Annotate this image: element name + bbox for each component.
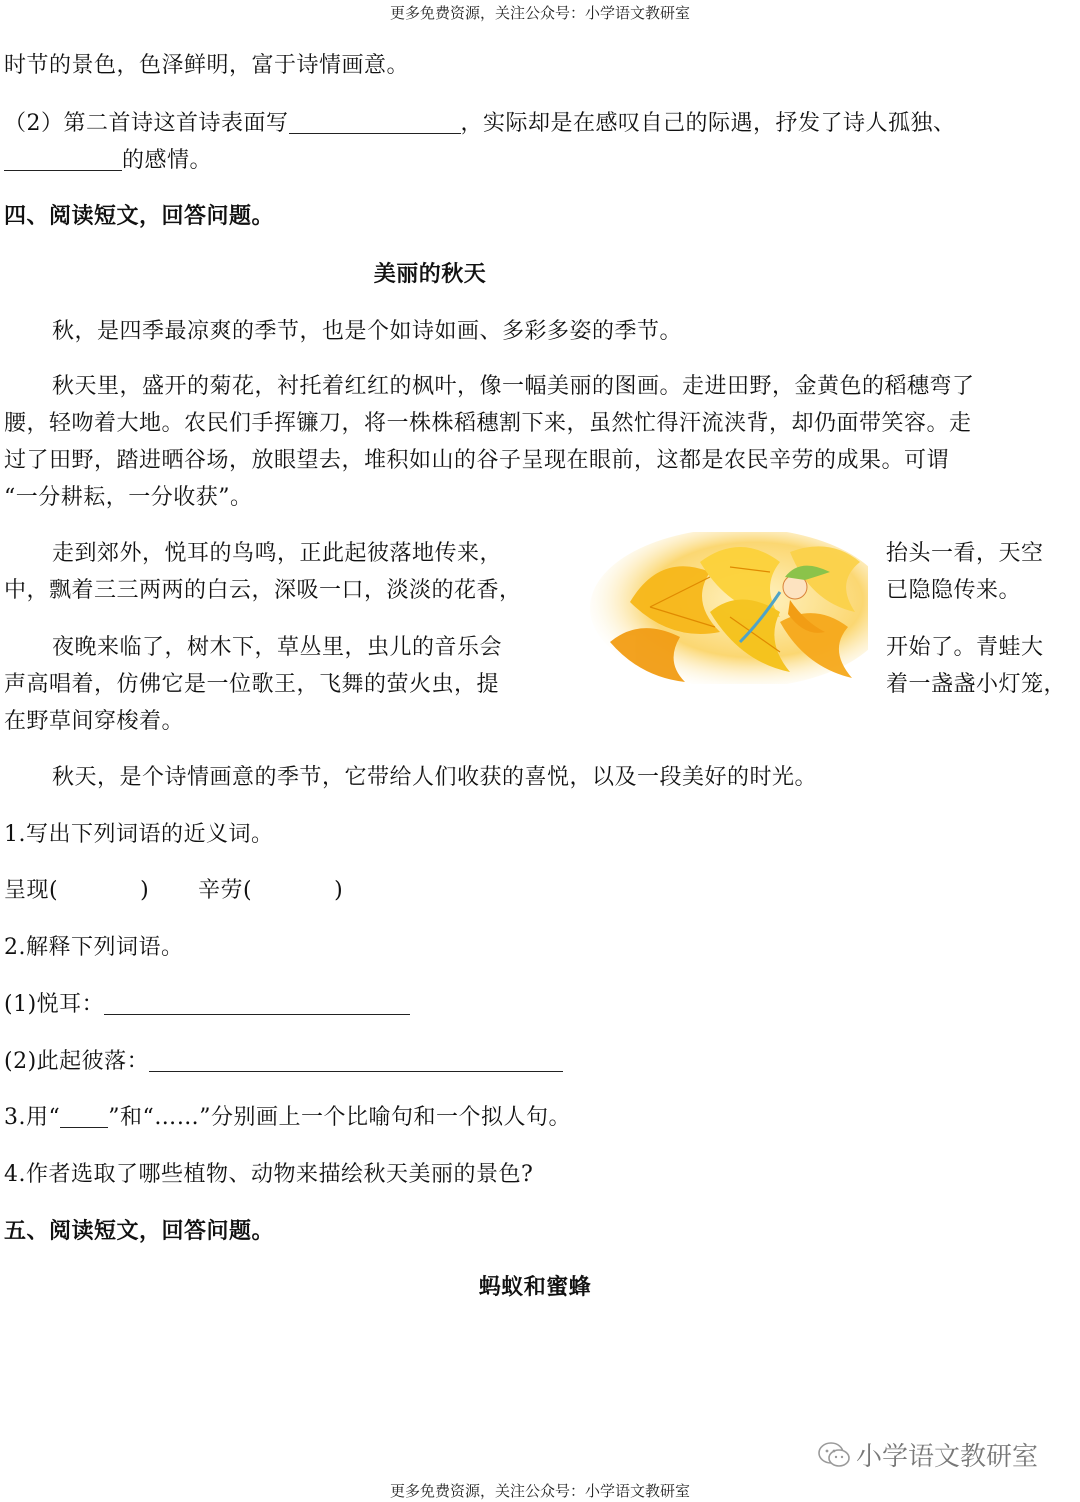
q3-prefix: 3.用“	[4, 1105, 61, 1130]
question-2-item-1	[4, 987, 410, 1018]
question-2-item-2	[4, 1044, 563, 1075]
prev-question-2-cont	[4, 143, 212, 174]
q3-suffix: ”和“……”分别画上一个比喻句和一个拟人句。	[108, 1105, 571, 1130]
page-footer: 更多免费资源，关注公众号：小学语文教研室	[389, 1482, 690, 1500]
prev-question-2	[4, 106, 956, 137]
passage-paragraph-4-line-1: 夜晚来临了，树木下，草丛里，虫儿的音乐会	[52, 635, 503, 660]
passage-paragraph-3-line-1: 走到郊外，悦耳的鸟鸣，正此起彼落地传来，	[52, 541, 503, 566]
passage-title-2: 蚂蚁和蜜蜂	[478, 1275, 592, 1300]
item-label: (1)悦耳：	[4, 992, 105, 1017]
page-header: 更多免费资源，关注公众号：小学语文教研室	[389, 4, 690, 22]
question-4: 4.作者选取了哪些植物、动物来描绘秋天美丽的景色?	[4, 1162, 534, 1187]
passage-paragraph-2-line-1: 秋天里，盛开的菊花，衬托着红红的枫叶，像一幅美丽的图画。走进田野，金黄色的稻穗弯了	[52, 374, 975, 399]
passage-paragraph-3-line-1-right: 抬头一看，天空	[886, 541, 1044, 566]
passage-paragraph-4-line-3: 在野草间穿梭着。	[4, 709, 185, 734]
passage-paragraph-1: 秋，是四季最凉爽的季节，也是个如诗如画、多彩多姿的季节。	[52, 319, 683, 344]
passage-paragraph-2-line-3: 过了田野，踏进晒谷场，放眼望去，堆积如山的谷子呈现在眼前，这都是农民辛劳的成果。可谓	[4, 448, 950, 473]
wechat-icon	[818, 1441, 850, 1476]
passage-paragraph-4-line-1-right: 开始了。青蛙大	[886, 635, 1044, 660]
section-heading-5: 五、阅读短文，回答问题。	[4, 1219, 275, 1244]
question-2: 2.解释下列词语。	[4, 935, 184, 960]
passage-paragraph-4-line-2: 声高唱着，仿佛它是一位歌王，飞舞的萤火虫，提	[4, 672, 500, 697]
answer-blank[interactable]	[289, 111, 461, 134]
answer-line[interactable]	[149, 1049, 563, 1072]
answer-blank[interactable]	[4, 148, 122, 171]
passage-paragraph-3-line-2-right: 已隐隐传来。	[886, 578, 1022, 603]
autumn-leaves-illustration	[590, 532, 868, 684]
passage-paragraph-2-line-2: 腰，轻吻着大地。农民们手挥镰刀，将一株株稻穗割下来，虽然忙得汗流浃背，却仍面带笑容。走	[4, 411, 972, 436]
prev-q2-middle: ，实际却是在感叹自己的际遇，抒发了诗人孤独、	[460, 111, 956, 136]
watermark-text: 小学语文教研室	[856, 1442, 1039, 1472]
word-chengxian: 呈现(	[4, 878, 59, 903]
prev-q2-suffix: 的感情。	[122, 148, 213, 173]
closing-paren: )	[140, 878, 150, 903]
item-label: (2)此起彼落：	[4, 1049, 150, 1074]
passage-title: 美丽的秋天	[373, 262, 487, 287]
prev-q2-prefix: （2）第二首诗这首诗表面写	[4, 111, 289, 136]
passage-paragraph-4-line-2-right: 着一盏盏小灯笼，	[886, 672, 1067, 697]
answer-line[interactable]	[104, 992, 410, 1015]
closing-paren: )	[334, 878, 344, 903]
word-xinlao: 辛劳(	[198, 878, 253, 903]
prev-answer-line: 时节的景色，色泽鲜明，富于诗情画意。	[4, 53, 410, 78]
underline-sample	[60, 1105, 108, 1128]
section-heading-4: 四、阅读短文，回答问题。	[4, 204, 275, 229]
question-1-word-1	[4, 873, 149, 904]
watermark	[818, 1436, 1038, 1476]
passage-paragraph-2-line-4: “一分耕耘，一分收获”。	[4, 485, 253, 510]
question-3	[4, 1100, 571, 1131]
question-1: 1.写出下列词语的近义词。	[4, 822, 274, 847]
question-1-word-2	[198, 873, 343, 904]
passage-paragraph-3-line-2: 中，飘着三三两两的白云，深吸一口，淡淡的花香，	[4, 578, 522, 603]
passage-paragraph-5: 秋天，是个诗情画意的季节，它带给人们收获的喜悦，以及一段美好的时光。	[52, 765, 818, 790]
